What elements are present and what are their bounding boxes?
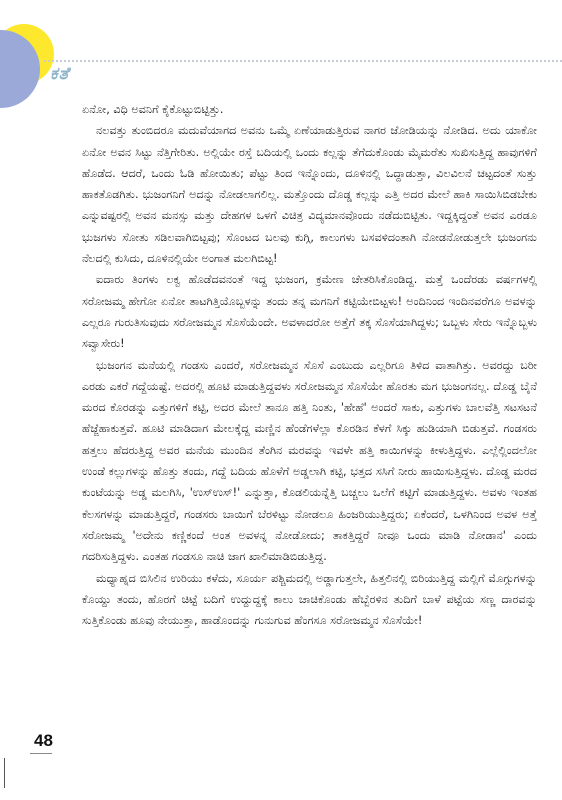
page-number-rule bbox=[30, 753, 52, 754]
story-paragraph: ಏನೋ, ವಿಧಿ ಅವನಿಗೆ ಕೈಕೊಟ್ಟುಬಿಟ್ಟಿತ್ತು. bbox=[82, 103, 224, 116]
section-title: ಕತೆ bbox=[50, 64, 70, 84]
story-text bbox=[82, 99, 537, 631]
page-number: 48 bbox=[34, 731, 53, 750]
story-paragraph: ಭುಜಂಗನ ಮನೆಯಲ್ಲಿ ಗಂಡಸು ಎಂದರೆ, ಸರೋಜಮ್ಮನ ಸೊಸೆ ಎಂಬುದು ಎಲ್ಲರಿಗೂ ತಿಳಿದ ವಾತಾಗಿತ್ತು. ಅವರದ್ದು ಬರೀ ಎರಡು ಎಕರೆ ಗದ್ದೆಯಷ್ಟೆ. ಅದರಲ್ಲಿ ಹೂಟಿ ಮಾಡುತ್ತಿದ್ದವಳು ಸರೋಜಮ್ಮನ ಸೊಸೆಯೇ ಹೊರತು ಮಗ ಭುಜಂಗನಲ್ಲ. ದೊಡ್ಡ ಬೈನೆ ಮರದ ಕೊರಡನ್ನು ಎತ್ತುಗಳಿಗೆ ಕಟ್ಟಿ, ಅದರ ಮೇಲೆ ತಾನೂ ಹತ್ತಿ ನಿಂತು, 'ಹೇಹೆ' ಅಂದರೆ ಸಾಕು, ಎತ್ತುಗಳು ಬಾಲವೆತ್ತಿ ಸಟಸಟನೆ ಹೆಜ್ಜೆಹಾಕುತ್ತವೆ. ಹೂಟಿ ಮಾಡಿದಾಗ ಮೇಲಕ್ಕೆದ್ದ ಮಣ್ಣಿನ ಹೆಂಡೆಗಳೆಲ್ಲಾ ಕೊರಡಿನ ಕೆಳಗೆ ಸಿಕ್ಕು ಹುಡಿಯಾಗಿ ಬಿಡುತ್ತವೆ. ಗಂಡಸರು ಹತ್ತಲು ಹೆದರುತ್ತಿದ್ದ ಅವರ ಮನೆಯ ಮುಂದಿನ ತೆಂಗಿನ ಮರವನ್ನು ಇವಳೇ ಹತ್ತಿ ಕಾಯಿಗಳನ್ನು ಕೀಳುತ್ತಿದ್ದಳು. ಎಲ್ಲೆಲ್ಲಿಂದಲೋ ಉಂಡೆ ಕಲ್ಲುಗಳನ್ನು ಹೊತ್ತು ತಂದು, ಗದ್ದೆ ಬದಿಯ ಹೊಳೆಗೆ ಅಡ್ಡಲಾಗಿ ಕಟ್ಟಿ, ಭತ್ತದ ಸಸಿಗೆ ನೀರು ಹಾಯಿಸುತ್ತಿದ್ದಳು. ದೊಡ್ಡ ಮರದ ಕುಂಟೆಯನ್ನು ಅಡ್ಡ ಮಲಗಿಸಿ, 'ಉಸ್‌ಉಸ್!' ಎನ್ನುತ್ತಾ, ಕೊಡಲಿಯನ್ನೆತ್ತಿ ಬಚ್ಚಲು ಒಲೆಗೆ ಕಟ್ಟಿಗೆ ಮಾಡುತ್ತಿದ್ದಳು. ಅವಳು ಇಂತಹ ಕೆಲಸಗಳನ್ನು ಮಾಡುತ್ತಿದ್ದರೆ, ಗಂಡಸರು ಬಾಯಿಗೆ ಬೆರಳಿಟ್ಟು ನೋಡಲೂ ಹಿಂಜರಿಯುತ್ತಿದ್ದರು; ಏಕೆಂದರೆ, ಒಳಗಿನಿಂದ ಅವಳ ಅತ್ತೆ ಸರೋಜಮ್ಮ 'ಅದೇನು ಕಣ್ಣಿಕಂದೆ ಅಂತ ಅವಳನ್ನ ನೋಡೋದು; ತಾಕತ್ತಿದ್ದರೆ ನೀವೂ ಒಂದು ಮಾಡಿ ನೋಡಾನ' ಎಂದು ಗದರಿಸುತ್ತಿದ್ದಳು. ಎಂತಹ ಗಂಡಸೂ ನಾಚಿ ಜಾಗ ಖಾಲಿಮಾಡಿಬಿಡುತ್ತಿದ್ದ. bbox=[82, 358, 537, 564]
header-dotted-divider bbox=[44, 60, 562, 62]
story-paragraph: ನಲವತ್ತು ತುಂಬಿದರೂ ಮದುವೆಯಾಗದ ಅವನು ಒಮ್ಮೆ ಏಣೆಯಾಡುತ್ತಿರುವ ನಾಗರ ಜೋಡಿಯನ್ನು ನೋಡಿದ. ಅದು ಯಾಕೋ ಏನೋ ಅವನ ಸಿಟ್ಟು ನೆತ್ತಿಗೇರಿತು. ಅಲ್ಲಿಯೇ ರಸ್ತೆ ಬದಿಯಲ್ಲಿ ಒಂದು ಕಲ್ಲನ್ನು ತೆಗೆದುಕೊಂಡು ಮೈಮರೆತು ಸುಖಿಸುತ್ತಿದ್ದ ಹಾವುಗಳಿಗೆ ಹೊಡೆದ. ಆದರೆ, ಒಂದು ಓಡಿ ಹೋಯಿತು; ಪೆಟ್ಟು ತಿಂದ ಇನ್ನೊಂದು, ದೂಳಿನಲ್ಲಿ ಒದ್ದಾಡುತ್ತಾ, ವಿಲವಿಲನೆ ಚಟ್ಟದಂತೆ ಸುತ್ತು ಹಾಕತೊಡಗಿತು. ಭುಜಂಗನಿಗೆ ಅದನ್ನು ನೋಡಲಾಗಲಿಲ್ಲ. ಮತ್ತೊಂದು ದೊಡ್ಡ ಕಲ್ಲನ್ನು ಎತ್ತಿ ಅದರ ಮೇಲೆ ಹಾಕಿ ಸಾಯಿಸಿಬಿಡಬೇಕು ಎನ್ನುವಷ್ಟರಲ್ಲಿ ಅವನ ಮನಸ್ಸು ಮತ್ತು ದೇಹಗಳ ಒಳಗೆ ವಿಚಿತ್ರ ವಿದ್ಯಮಾನವೊಂದು ನಡೆದುಬಿಟ್ಟಿತು. ಇದ್ದಕ್ಕಿದ್ದಂತೆ ಅವನ ಎರಡೂ ಭುಜಗಳು ಸೋತು ಸಡಿಲವಾಗಿಬಿಟ್ಟವು; ಸೊಂಟದ ಬಲವು ಕುಗ್ಗಿ, ಕಾಲುಗಳು ಬಸವಳಿದಂತಾಗಿ ನೋಡನೋಡುತ್ತಲೇ ಭುಜಂಗನು ನೆಲದಲ್ಲಿ ಕುಸಿದು, ದೂಳಿನಲ್ಲಿಯೇ ಅಂಗಾತ ಮಲಗಿಬಿಟ್ಟ! bbox=[82, 124, 537, 266]
story-paragraph: ಮಧ್ಯಾಹ್ನದ ಬಿಸಿಲಿನ ಉರಿಯು ಕಳೆದು, ಸೂರ್ಯ ಪಶ್ಚಿಮದಲ್ಲಿ ಅಡ್ಡಾಗುತ್ತಲೇ, ಹಿತ್ತಲಿನಲ್ಲಿ ಬಿರಿಯುತ್ತಿದ್ದ ಮಲ್ಲಿಗೆ ಮೊಗ್ಗುಗಳನ್ನು ಕೊಯ್ದು ತಂದು, ಹೊರಗೆ ಚಿಟ್ಟೆ ಬದಿಗೆ ಉದ್ದುದ್ದಕ್ಕೆ ಕಾಲು ಚಾಚಿಕೊಂಡು ಹೆಬ್ಬೆರಳಿನ ತುದಿಗೆ ಬಾಳೆ ಪಟ್ಟೆಯ ಸಣ್ಣ ದಾರವನ್ನು ಸುತ್ತಿಕೊಂಡು ಹೂವು ನೇಯುತ್ತಾ, ಹಾಡೊಂದನ್ನು ಗುನುಗುವ ಹೆಂಗಸೂ ಸರೋಜಮ್ಮನ ಸೊಸೆಯೇ! bbox=[82, 571, 537, 628]
story-paragraph: ಐದಾರು ತಿಂಗಳು ಲಕ್ವ ಹೊಡೆದವನಂತೆ ಇದ್ದ ಭುಜಂಗ, ಕ್ರಮೇಣ ಚೇತರಿಸಿಕೊಂಡಿದ್ದ. ಮತ್ತೆ ಒಂದೆರಡು ವರ್ಷಗಳಲ್ಲಿ ಸರೋಜಮ್ಮ ಹೇಗೋ ಏನೋ ತಾಟಗಿತ್ತಿಯೊಬ್ಬಳನ್ನು ತಂದು ತನ್ನ ಮಗನಿಗೆ ಕಟ್ಟಿಯೇಬಿಟ್ಟಳು! ಅಂದಿನಿಂದ ಇಂದಿನವರೆಗೂ ಅವಳನ್ನು ಎಲ್ಲರೂ ಗುರುತಿಸುವುದು ಸರೋಜಮ್ಮನ ಸೊಸೆಯೆಂದೇ. ಅವಳಾದರೋ ಅತ್ತೆಗೆ ತಕ್ಕ ಸೊಸೆಯಾಗಿದ್ದಳು; ಒಬ್ಬಳು ಸೇರು ಇನ್ನೊಬ್ಬಳು ಸವ್ವಾಸೇರು! bbox=[82, 273, 537, 351]
crop-mark bbox=[4, 758, 5, 788]
